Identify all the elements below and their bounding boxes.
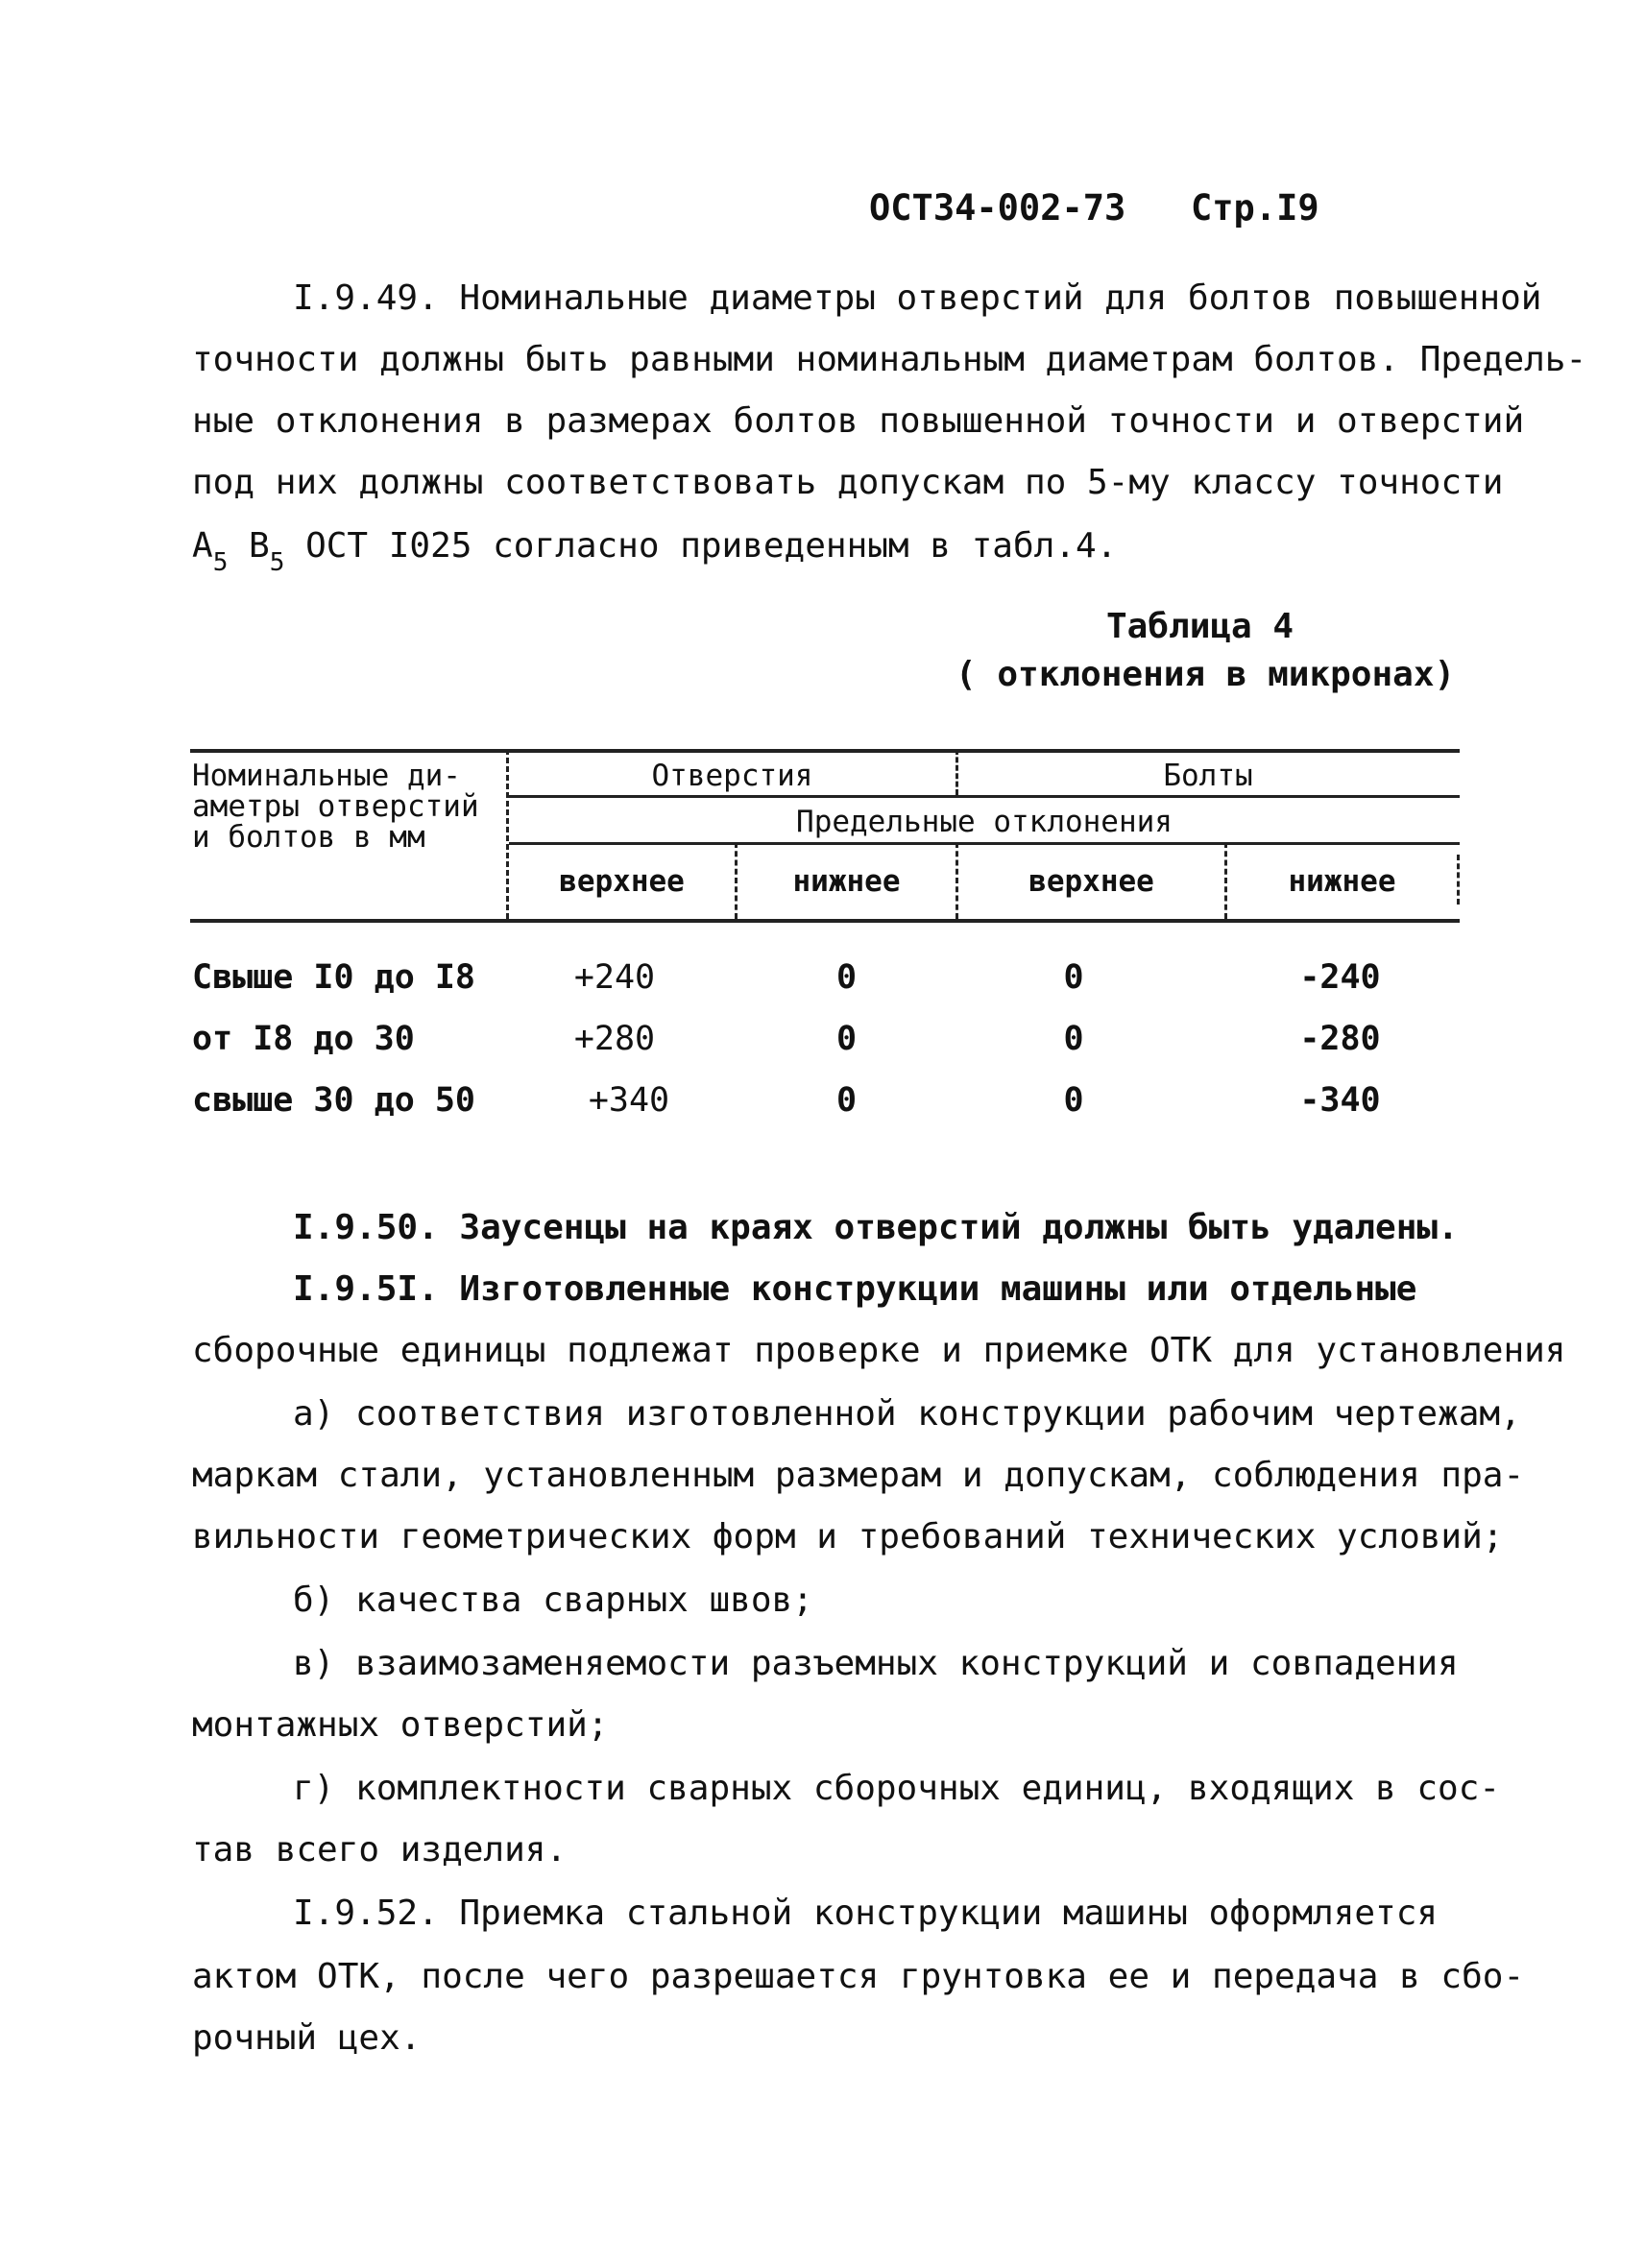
accuracy-class-b: B <box>249 526 270 566</box>
column-header-hole-lower: нижнее <box>792 864 901 899</box>
item-b-line: б) качества сварных швов; <box>293 1580 813 1620</box>
paragraph-1949-line: I.9.49. Номинальные диаметры отверстий для болтов повышенной <box>293 278 1542 318</box>
column-group-bolts: Болты <box>1163 759 1253 793</box>
column-subgroup-limits: Предельные отклонения <box>796 805 1173 839</box>
item-c-line: монтажных отверстий; <box>192 1705 609 1745</box>
table-top-rule <box>190 749 1460 753</box>
paragraph-1949-line <box>192 526 1117 577</box>
row-bolt-lower: -280 <box>1299 1020 1381 1058</box>
row-size: свыше 30 до 50 <box>192 1081 476 1120</box>
row-bolt-upper: 0 <box>1063 958 1084 997</box>
row-bolt-lower: -340 <box>1299 1081 1381 1120</box>
accuracy-class-b-index: 5 <box>269 548 285 577</box>
accuracy-class-a: A <box>192 526 213 566</box>
row-bolt-upper: 0 <box>1063 1020 1084 1058</box>
row-bolt-lower: -240 <box>1299 958 1381 997</box>
row-hole-upper: +280 <box>573 1020 656 1058</box>
row-size: Свыше I0 до I8 <box>192 958 476 997</box>
table-column-divider <box>1457 855 1460 905</box>
column-header-size: Номинальные ди- <box>192 759 461 793</box>
paragraph-1952-line: I.9.52. Приемка стальной конструкции машины оформляется <box>293 1894 1439 1933</box>
column-header-bolt-upper: верхнее <box>1028 864 1154 899</box>
paragraph-1951-line: сборочные единицы подлежат проверке и приемке ОТК для установления <box>192 1331 1566 1370</box>
table-caption: Таблица 4 <box>1106 607 1294 646</box>
row-bolt-upper: 0 <box>1063 1081 1084 1120</box>
item-d-line: тав всего изделия. <box>192 1830 568 1870</box>
row-hole-lower: 0 <box>835 1081 858 1120</box>
column-header-size: и болтов в мм <box>192 820 425 855</box>
paragraph-1949-line: точности должны быть равными номинальным диаметрам болтов. Предель- <box>192 340 1587 379</box>
table-header-bottom-rule <box>190 919 1460 923</box>
row-hole-upper: +240 <box>573 958 656 997</box>
paragraph-1949-line: под них должны соответствовать допускам по 5-му классу точности <box>192 463 1504 502</box>
table-group-rule <box>509 795 1460 798</box>
column-group-holes: Отверстия <box>651 759 813 793</box>
item-c-line: в) взаимозаменяемости разъемных конструкций и совпадения <box>293 1644 1459 1683</box>
column-header-size: аметры отверстий <box>192 789 479 824</box>
row-hole-upper: +340 <box>588 1081 670 1120</box>
page-number: Стр.I9 <box>1191 187 1319 229</box>
paragraph-1952-line: рочный цех. <box>192 2018 422 2058</box>
paragraph-1951-line: I.9.5I. Изготовленные конструкции машины или отдельные <box>293 1269 1417 1309</box>
row-hole-lower: 0 <box>835 958 858 997</box>
item-a-line: маркам стали, установленным размерам и допускам, соблюдения пра- <box>192 1456 1525 1495</box>
paragraph-1949-line: ные отклонения в размерах болтов повышенной точности и отверстий <box>192 401 1525 441</box>
row-hole-lower: 0 <box>835 1020 858 1058</box>
accuracy-class-a-index: 5 <box>212 548 229 577</box>
item-a-line: вильности геометрических форм и требований технических условий; <box>192 1517 1504 1556</box>
item-d-line: г) комплектности сварных сборочных единиц, входящих в сос- <box>293 1769 1501 1808</box>
column-header-bolt-lower: нижнее <box>1288 864 1396 899</box>
document-code: ОСТ34-002-73 <box>869 187 1126 229</box>
paragraph-1950: I.9.50. Заусенцы на краях отверстий должны быть удалены. <box>293 1208 1459 1247</box>
table-subgroup-rule <box>509 842 1460 845</box>
table-units: ( отклонения в микронах) <box>956 655 1456 694</box>
paragraph-1949-tail: ОСТ I025 согласно приведенным в табл.4. <box>305 526 1118 566</box>
row-size: от I8 до 30 <box>192 1020 415 1058</box>
item-a-line: а) соответствия изготовленной конструкции рабочим чертежам, <box>293 1394 1521 1434</box>
column-header-hole-upper: верхнее <box>559 864 685 899</box>
paragraph-1952-line: актом ОТК, после чего разрешается грунтовка ее и передача в сбо- <box>192 1957 1525 1996</box>
